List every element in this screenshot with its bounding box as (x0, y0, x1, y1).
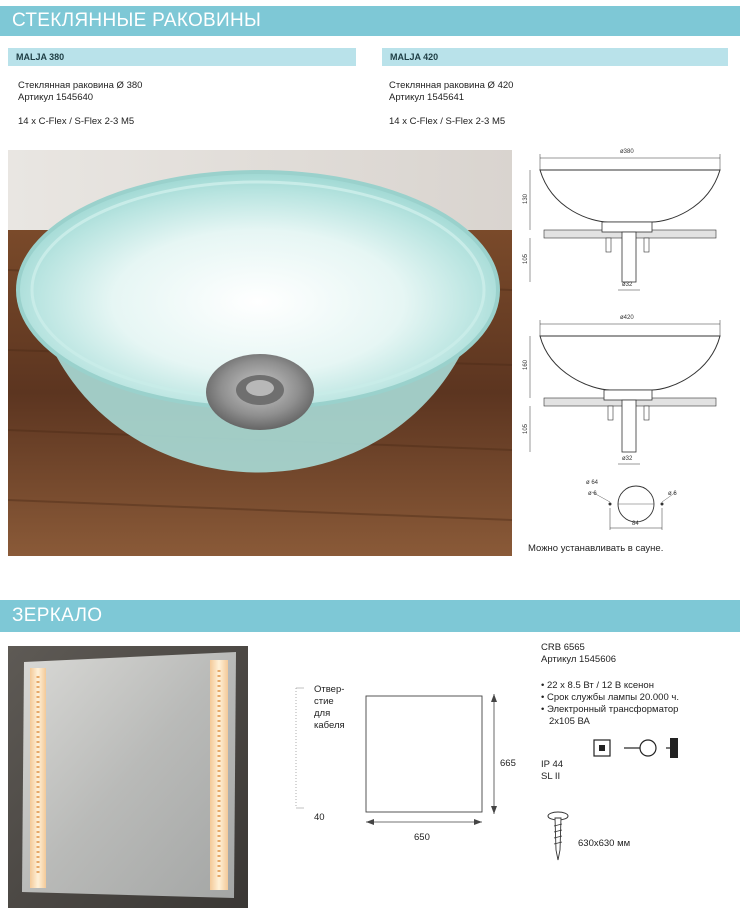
model-article: Артикул 1545641 (389, 92, 465, 103)
spec-item: • Электронный трансформатор (541, 704, 679, 715)
drain-hole-drawing (580, 478, 690, 538)
sink-drawing-380 (522, 148, 730, 298)
sauna-note: Можно устанавливать в сауне. (528, 543, 664, 554)
sink-drawing-420 (522, 314, 730, 474)
plug-icon (624, 740, 656, 756)
model-fittings: 14 x C-Flex / S-Flex 2-3 M5 (18, 116, 135, 127)
drain-outer-diameter: ø 64 (586, 480, 599, 486)
ip-rating: IP 44 (541, 759, 564, 770)
drain-width: 84 (632, 521, 639, 527)
drawing2-drain: ø32 (622, 456, 633, 462)
drawing1-height: 130 (523, 193, 530, 205)
model-desc: Стеклянная раковина Ø 380 (18, 80, 143, 91)
mirror-size-note: 630x630 мм (578, 838, 631, 849)
switch-icons (590, 734, 690, 762)
cable-label-line: Отвер- (314, 684, 345, 695)
spec-item: • 22 x 8.5 Вт / 12 В ксенон (541, 680, 654, 691)
drain-hole-left: ø 6 (588, 491, 597, 497)
model-bar-malja-380 (8, 48, 356, 66)
transformer-icon (666, 738, 678, 758)
model-bar-malja-420 (382, 48, 728, 66)
sinks-section-title: СТЕКЛЯННЫЕ РАКОВИНЫ (12, 10, 262, 31)
mirror-section-title: ЗЕРКАЛО (12, 605, 103, 626)
mirror-height-dim: 665 (500, 758, 516, 769)
drawing2-height: 160 (523, 359, 530, 371)
safety-class: SL II (541, 771, 561, 782)
switch-icon (594, 740, 610, 756)
mirror-specs (541, 642, 733, 728)
model-fittings: 14 x C-Flex / S-Flex 2-3 M5 (389, 116, 506, 127)
model-info-420 (389, 80, 513, 128)
cable-label-line: стие (314, 696, 334, 707)
mirror-model: CRB 6565 (541, 642, 585, 653)
model-name: MALJA 380 (16, 52, 65, 62)
mirror-width-dim: 650 (414, 832, 430, 843)
drawing1-diameter: ø380 (620, 149, 634, 155)
model-info-380 (18, 80, 142, 128)
cable-offset: 40 (314, 812, 325, 823)
mirror-spec-list (541, 680, 733, 728)
drawing1-drain: ø32 (622, 282, 633, 288)
mirror-section-banner (0, 600, 740, 632)
spec-item: • Срок службы лампы 20.000 ч. (541, 692, 679, 703)
drawing1-depth: 105 (523, 253, 530, 265)
mirror-drawing (290, 676, 530, 856)
model-name: MALJA 420 (390, 52, 439, 62)
mirror-ip-rating (541, 759, 563, 783)
model-desc: Стеклянная раковина Ø 420 (389, 80, 514, 91)
screw-anchor-icon (544, 810, 574, 864)
spec-item: 2x105 ВА (549, 716, 590, 727)
drawing2-depth: 105 (523, 423, 530, 435)
cable-hole-label (314, 684, 345, 732)
mirror-article: Артикул 1545606 (541, 654, 617, 665)
mirror-photo (8, 646, 248, 908)
model-article: Артикул 1545640 (18, 92, 94, 103)
glass-sink-photo (8, 150, 512, 556)
drawing2-diameter: ø420 (620, 315, 634, 321)
cable-label-line: кабеля (314, 720, 345, 731)
drain-hole-right: ø 6 (668, 491, 677, 497)
sinks-section-banner (0, 6, 740, 36)
cable-label-line: для (314, 708, 331, 719)
